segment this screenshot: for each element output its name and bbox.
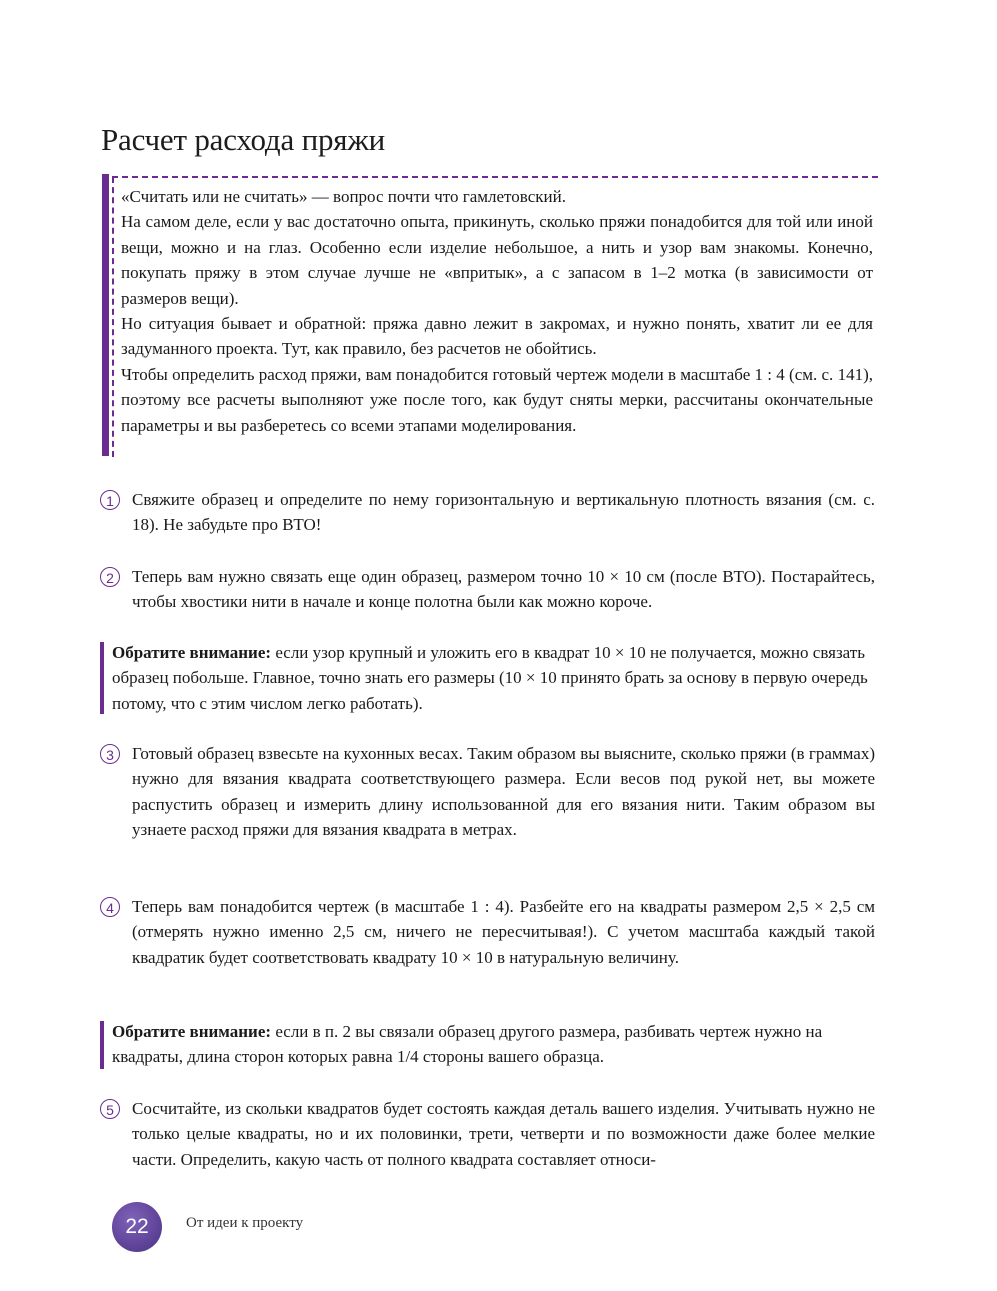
step-text: Сосчитайте, из скольки квадратов будет состоять каждая деталь вашего изделия. Учитывать нужно не только целые квадраты, но и их половинки, трети, четверти и по возможности даже более мелкие части. Определить, какую часть от полного квадрата составляет относи-: [132, 1099, 875, 1169]
intro-dashed-border-top: [112, 176, 878, 178]
step-number-circle-icon: 3: [100, 744, 120, 764]
step-5: [100, 1096, 875, 1172]
step-text: Теперь вам нужно связать еще один образец, размером точно 10 × 10 см (после ВТО). Постарайтесь, чтобы хвостики нити в начале и конце полотна были как можно короче.: [132, 567, 875, 612]
note-1: [100, 640, 875, 716]
intro-paragraph: Но ситуация бывает и обратной: пряжа давно лежит в закромах, и нужно понять, хватит ли ее для задуманного проекта. Тут, как правило, без расчетов не обойтись.: [121, 314, 873, 359]
step-text: Готовый образец взвесьте на кухонных весах. Таким образом вы выясните, сколько пряжи (в граммах) нужно для вязания квадрата соответствующего размера. Если весов под рукой нет, вы можете распустить образец и измерить длину использованной для его вязания нити. Таким образом вы узнаете расход пряжи для вязания квадрата в метрах.: [132, 744, 875, 840]
note-text: [112, 1019, 875, 1070]
step-number-circle-icon: 5: [100, 1099, 120, 1119]
intro-paragraph: Чтобы определить расход пряжи, вам понадобится готовый чертеж модели в масштабе 1 : 4 (см. с. 141), поэтому все расчеты выполняют уже после того, как будут сняты мерки, рассчитаны окончательные параметры и вы разберетесь со всеми этапами моделирования.: [121, 364, 873, 435]
note-2: [100, 1019, 875, 1070]
note-body: если узор крупный и уложить его в квадрат 10 × 10 не получается, можно связать образец побольше. Главное, точно знать его размеры (10 × 10 принято брать за основу в первую очередь потому, что с этим числом легко работать).: [112, 643, 868, 713]
page-title: Расчет расхода пряжи: [101, 122, 385, 157]
note-label: Обратите внимание:: [112, 1022, 272, 1041]
step-1: [100, 487, 875, 538]
note-label: Обратите внимание:: [112, 643, 272, 662]
intro-text: [121, 184, 873, 438]
step-number-circle-icon: 4: [100, 897, 120, 917]
note-accent-bar: [100, 1021, 104, 1069]
note-text: [112, 640, 875, 716]
step-text: Теперь вам понадобится чертеж (в масштабе 1 : 4). Разбейте его на квадраты размером 2,5 × 2,5 см (отмерять нужно именно 2,5 см, ничего не пересчитывая!). С учетом масштаба каждый такой квадратик будет соответствовать квадрату 10 × 10 в натуральную величину.: [132, 897, 875, 967]
intro-paragraph: На самом деле, если у вас достаточно опыта, прикинуть, сколько пряжи понадобится для той или иной вещи, можно и на глаз. Особенно если изделие небольшое, а нить и узор вам знакомы. Конечно, покупать пряжу в этом случае лучше не «впритык», а с запасом в 1–2 мотка (в зависимости от размеров вещи).: [121, 212, 873, 308]
intro-accent-bar: [102, 174, 109, 456]
intro-dashed-border-left: [112, 177, 114, 457]
section-title: От идеи к проекту: [186, 1215, 304, 1231]
step-2: [100, 564, 875, 615]
step-text: Свяжите образец и определите по нему горизонтальную и вертикальную плотность вязания (см. с. 18). Не забудьте про ВТО!: [132, 490, 875, 535]
note-body: если в п. 2 вы связали образец другого размера, разбивать чертеж нужно на квадраты, длина сторон которых равна 1/4 стороны вашего образца.: [112, 1022, 823, 1067]
step-4: [100, 894, 875, 970]
step-3: [100, 741, 875, 843]
step-number-circle-icon: 2: [100, 567, 120, 587]
page-number-badge: 22: [112, 1202, 162, 1252]
intro-box: [102, 174, 874, 456]
note-accent-bar: [100, 642, 104, 714]
step-number-circle-icon: 1: [100, 490, 120, 510]
intro-paragraph: «Считать или не считать» — вопрос почти что гамлетовский.: [121, 187, 566, 206]
